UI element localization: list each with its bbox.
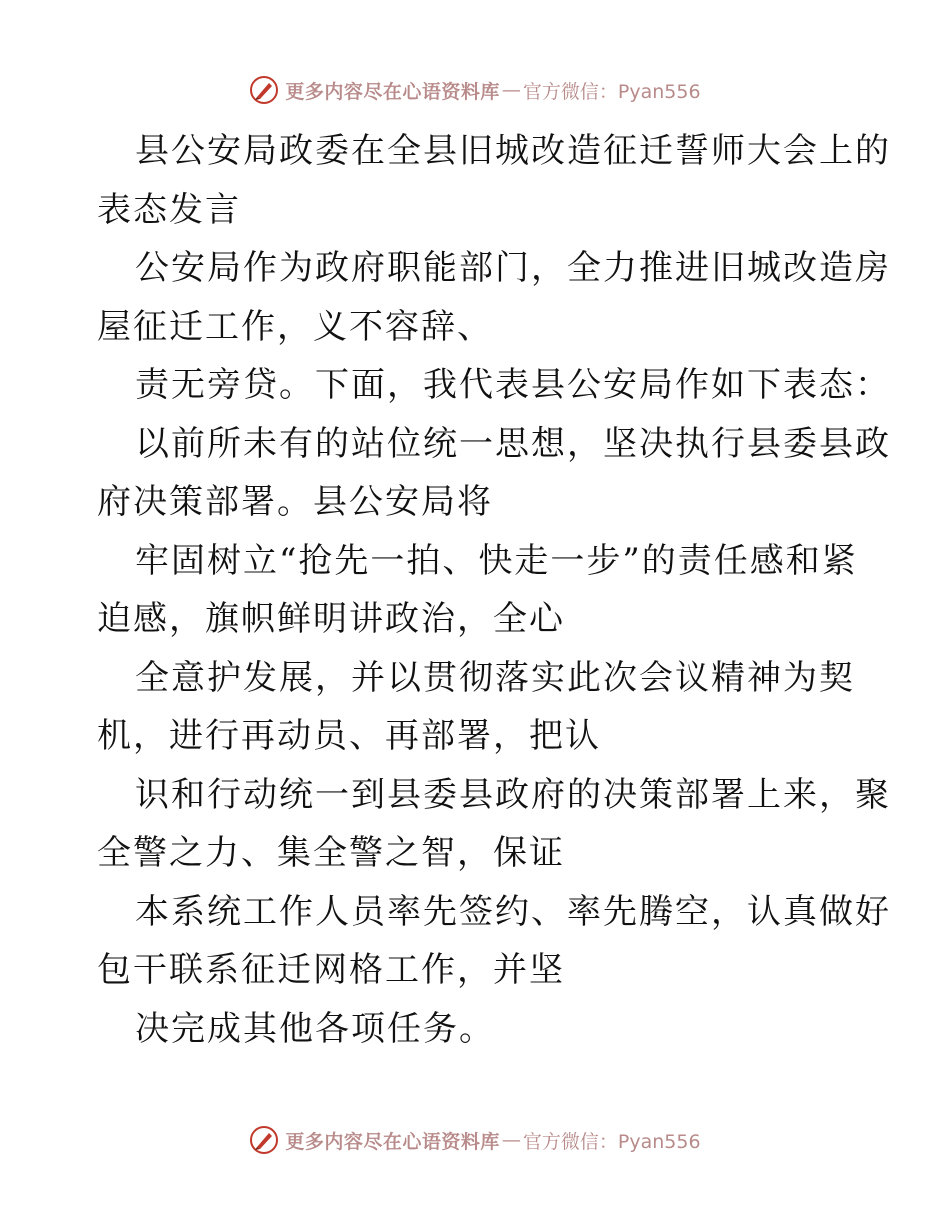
text-line: 识和行动统一到县委县政府的决策部署上来，聚 [135, 774, 891, 815]
paragraph [97, 415, 891, 532]
paragraph [97, 532, 867, 649]
watermark-contact: 官方微信：Pyan556 [522, 1130, 701, 1153]
watermark-separator: — [501, 1129, 521, 1151]
paragraph [97, 649, 867, 766]
paragraph [97, 1000, 867, 1059]
text-line: 全意护发展，并以贯彻落实此次会议精神为契 [135, 657, 855, 698]
text-line: 表态发言 [97, 189, 241, 230]
text-line: 机，进行再动员、再部署，把认 [97, 716, 601, 756]
text-line: 县公安局政委在全县旧城改造征迁誓师大会上的 [135, 131, 891, 171]
watermark-brand: 更多内容尽在心语资料库 [285, 80, 500, 103]
paragraph [97, 766, 891, 883]
text-line: 全警之力、集全警之智，保证 [97, 833, 565, 873]
text-line: 责无旁贷。下面，我代表县公安局作如下表态： [135, 365, 891, 405]
text-line: 决完成其他各项任务。 [135, 1008, 495, 1049]
paragraph [97, 883, 891, 1000]
text-line: 府决策部署。县公安局将 [97, 482, 493, 522]
watermark-separator: — [501, 79, 521, 101]
paragraph [97, 239, 891, 356]
pen-logo-icon [249, 75, 279, 105]
document-body [97, 122, 891, 1058]
text-line: 以前所未有的站位统一思想，坚决执行县委县政 [135, 423, 891, 464]
paragraph [97, 356, 891, 415]
text-line: 公安局作为政府职能部门，全力推进旧城改造房 [135, 248, 891, 288]
header-watermark [0, 70, 950, 110]
text-line: 本系统工作人员率先签约、率先腾空，认真做好 [135, 891, 891, 932]
watermark-contact: 官方微信：Pyan556 [522, 80, 701, 103]
text-line: 包干联系征迁网格工作，并坚 [97, 950, 565, 990]
text-line: 迫感，旗帜鲜明讲政治，全心 [97, 599, 565, 639]
text-line: 牢固树立“抢先一拍、快走一步”的责任感和紧 [135, 540, 858, 581]
pen-logo-icon [249, 1125, 279, 1155]
watermark-brand: 更多内容尽在心语资料库 [285, 1130, 500, 1153]
paragraph-title [97, 122, 891, 239]
footer-watermark [0, 1120, 950, 1160]
text-line: 屋征迁工作，义不容辞、 [97, 306, 493, 347]
